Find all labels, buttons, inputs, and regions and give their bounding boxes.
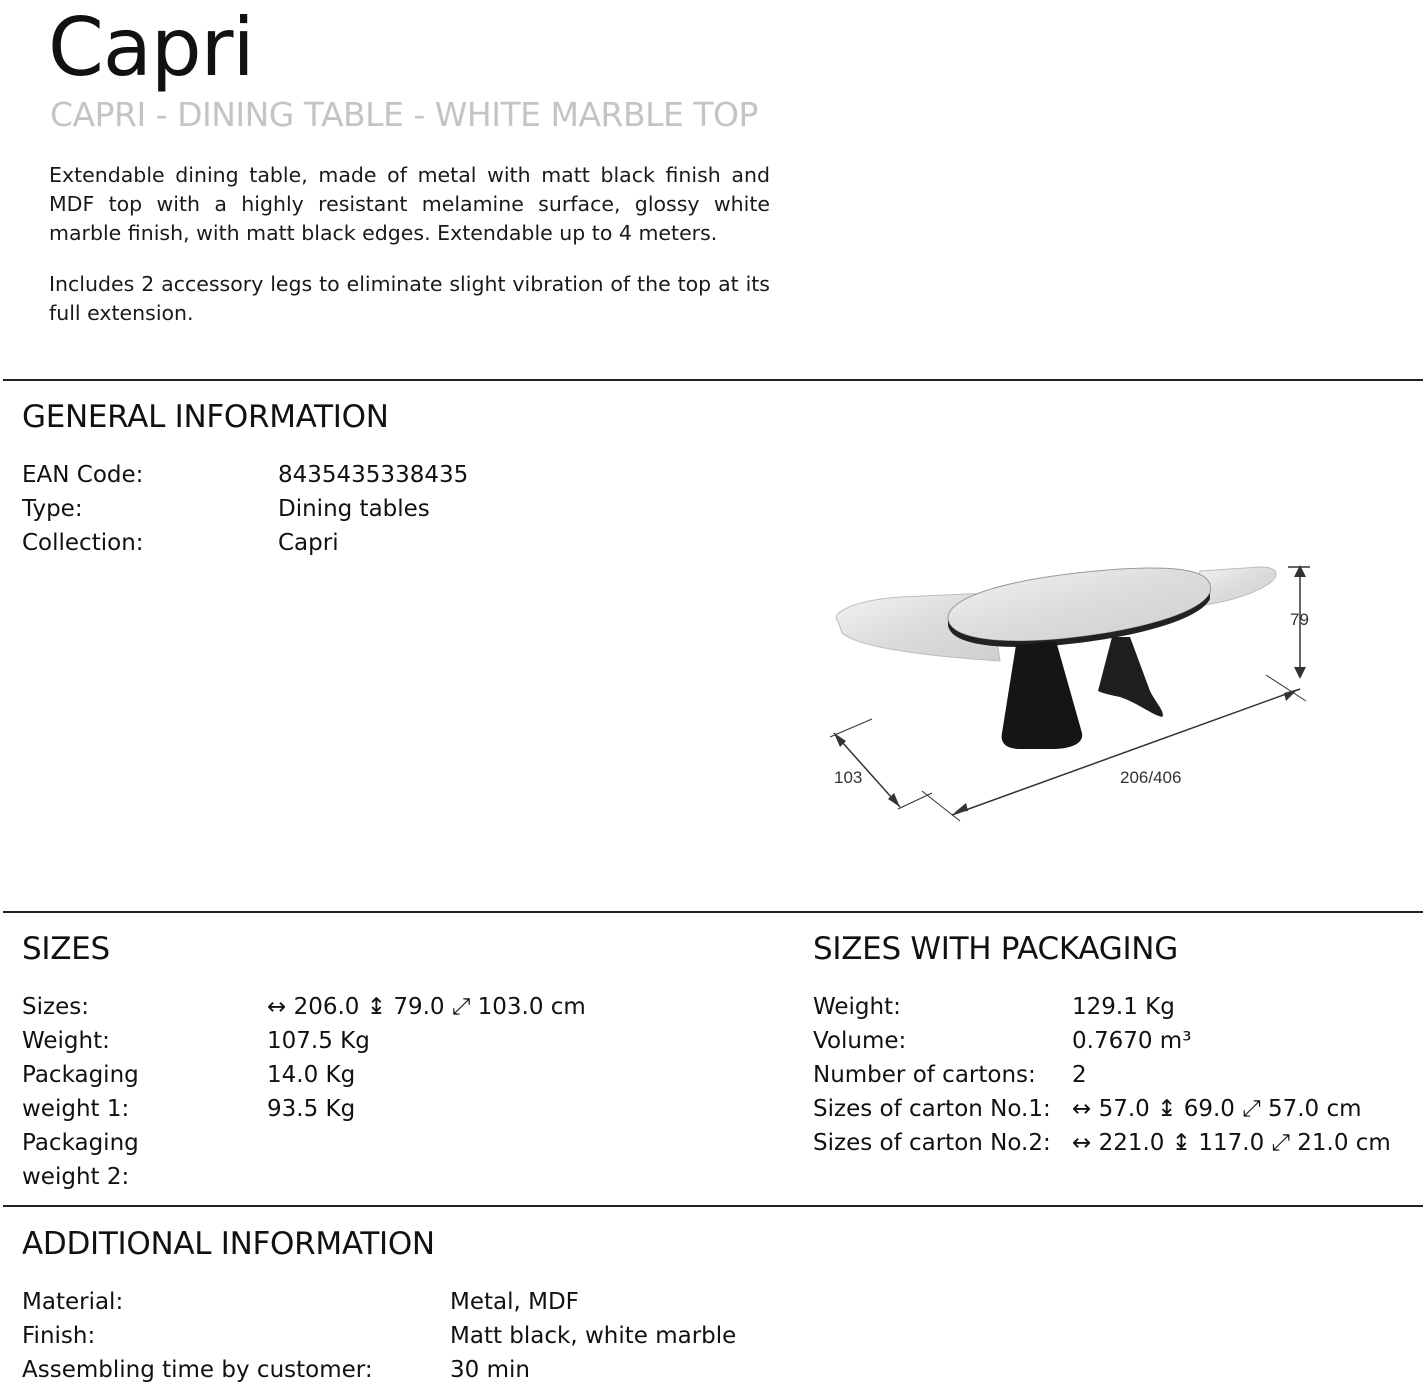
depth-arrow-icon: ⤢	[1271, 1130, 1290, 1156]
volume-value: 0.7670 m³	[1072, 1028, 1192, 1054]
carton-1-value	[1072, 1092, 1362, 1126]
page-subtitle: CAPRI - DINING TABLE - WHITE MARBLE TOP	[50, 95, 758, 134]
divider	[3, 1205, 1423, 1207]
packaging-weight-label: Weight:	[813, 994, 901, 1020]
carton-1-height: 69.0	[1183, 1096, 1235, 1122]
width-arrow-icon: ↔	[1072, 1130, 1092, 1156]
height-arrow-icon: ↨	[1157, 1096, 1177, 1122]
height-arrow-icon: ↨	[1171, 1130, 1192, 1156]
carton-2-height: 117.0	[1198, 1130, 1265, 1156]
ean-label: EAN Code:	[22, 462, 144, 488]
packaging-weight-2-value: 93.5 Kg	[267, 1096, 356, 1122]
ean-value: 8435435338435	[278, 462, 469, 488]
carton-2-label: Sizes of carton No.2:	[813, 1130, 1051, 1156]
material-value: Metal, MDF	[450, 1289, 579, 1315]
length-dimension-line	[952, 689, 1300, 815]
cartons-value: 2	[1072, 1062, 1087, 1088]
width-arrow-icon: ↔	[267, 994, 287, 1020]
volume-label: Volume:	[813, 1028, 907, 1054]
depth-arrow-icon: ⤢	[1242, 1096, 1261, 1122]
type-value: Dining tables	[278, 496, 430, 522]
depth-arrow-icon: ⤢	[451, 994, 471, 1020]
packaging-weight-1-label-line2: weight 1:	[22, 1096, 130, 1122]
sizes-packaging-title: SIZES WITH PACKAGING	[813, 931, 1178, 967]
assembling-time-value: 30 min	[450, 1357, 530, 1383]
right-leg	[1098, 637, 1163, 717]
length-dimension-label: 206/406	[1120, 768, 1182, 787]
packaging-weight-1-value: 14.0 Kg	[267, 1062, 356, 1088]
height-dimension-label: 79	[1290, 610, 1309, 629]
sizes-title: SIZES	[22, 931, 110, 967]
sizes-label: Sizes:	[22, 994, 89, 1020]
width-arrow-icon: ↔	[1072, 1096, 1092, 1122]
sizes-table	[22, 990, 782, 1200]
sizes-width: 206.0	[293, 994, 360, 1020]
additional-info-table	[22, 1285, 922, 1387]
packaging-weight-2-label-line1: Packaging	[22, 1130, 139, 1156]
sizes-value	[267, 990, 586, 1024]
divider	[3, 911, 1423, 913]
weight-label: Weight:	[22, 1028, 110, 1054]
carton-1-label: Sizes of carton No.1:	[813, 1096, 1051, 1122]
description-paragraph-1: Extendable dining table, made of metal with matt black finish and MDF top with a highly resistant melamine surface, glossy white marble finish, with matt black edges. Extendable up to 4 meters.	[49, 163, 770, 245]
table-top	[948, 568, 1211, 641]
weight-value: 107.5 Kg	[267, 1028, 370, 1054]
carton-2-depth: 21.0 cm	[1297, 1130, 1391, 1156]
carton-2-value	[1072, 1126, 1391, 1160]
finish-label: Finish:	[22, 1323, 96, 1349]
left-leg	[1002, 641, 1083, 749]
carton-1-depth: 57.0 cm	[1267, 1096, 1362, 1122]
additional-info-title: ADDITIONAL INFORMATION	[22, 1226, 435, 1262]
packaging-weight-2-label-line2: weight 2:	[22, 1164, 130, 1190]
depth-dimension-label: 103	[834, 768, 863, 787]
cartons-label: Number of cartons:	[813, 1062, 1036, 1088]
sizes-height: 79.0	[393, 994, 445, 1020]
collection-value: Capri	[278, 530, 339, 556]
height-arrow-icon: ↨	[366, 994, 387, 1020]
table-dimension-diagram	[820, 553, 1320, 833]
sizes-packaging-table	[813, 990, 1418, 1170]
general-info-title: GENERAL INFORMATION	[22, 399, 389, 435]
collection-label: Collection:	[22, 530, 144, 556]
description-paragraph-2: Includes 2 accessory legs to eliminate slight vibration of the top at its full extension.	[49, 272, 770, 325]
carton-1-width: 57.0	[1098, 1096, 1150, 1122]
type-label: Type:	[22, 496, 83, 522]
material-label: Material:	[22, 1289, 124, 1315]
carton-2-width: 221.0	[1098, 1130, 1165, 1156]
packaging-weight-value: 129.1 Kg	[1072, 994, 1175, 1020]
sizes-depth: 103.0 cm	[477, 994, 586, 1020]
finish-value: Matt black, white marble	[450, 1323, 737, 1349]
assembling-time-label: Assembling time by customer:	[22, 1357, 373, 1383]
packaging-weight-1-label-line1: Packaging	[22, 1062, 139, 1088]
divider	[3, 379, 1423, 381]
page-title: Capri	[48, 1, 254, 94]
